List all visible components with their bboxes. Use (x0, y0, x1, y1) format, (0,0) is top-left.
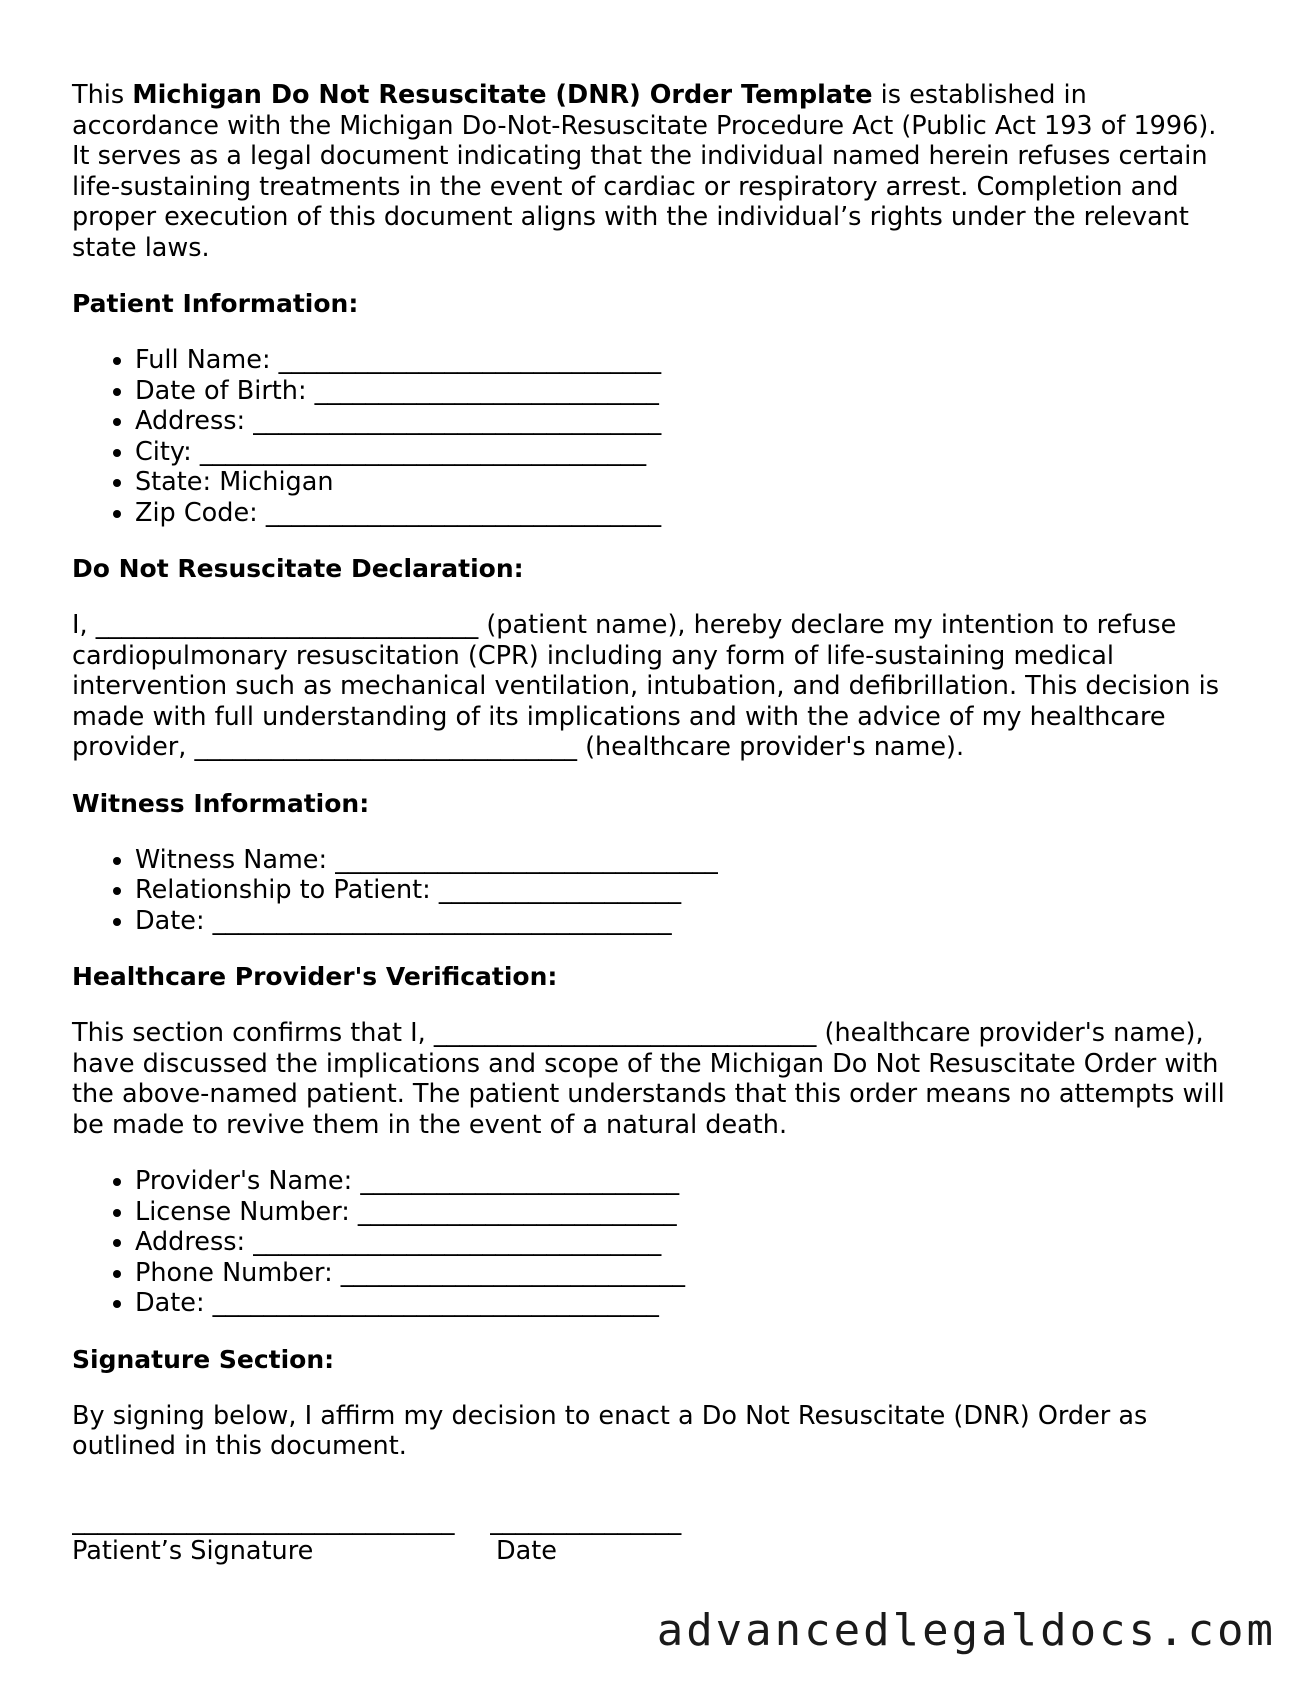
signature-date-line[interactable]: _______________ (490, 1505, 682, 1536)
provider-phone-number-field[interactable]: • Phone Number: ___________________________ (135, 1258, 1232, 1289)
document-body (72, 80, 1232, 1566)
signature-heading: Signature Section: (72, 1344, 335, 1374)
signature-row (72, 1506, 1232, 1567)
patient-date-of-birth-field[interactable]: • Date of Birth: ___________________________ (135, 376, 1232, 407)
patient-signature-label: Patient’s Signature (72, 1535, 314, 1566)
witness-info-list (72, 845, 1232, 937)
provider-name-field[interactable]: • Provider's Name: _________________________ (135, 1166, 1232, 1197)
verification-paragraph: This section confirms that I, ______________________________ (healthcare provider's name), have discussed the implications and scope of the Michigan Do Not Resuscitate Order with the above-named patient. The patient understands that this order means no attempts will be made to revive them in the event of a natural death. (72, 1018, 1225, 1140)
witness-name-field[interactable]: • Witness Name: ______________________________ (135, 845, 1232, 876)
declaration-heading: Do Not Resuscitate Declaration: (72, 554, 524, 583)
watermark-text: advancedlegaldocs.com (656, 1605, 1276, 1656)
signature-date-label: Date (496, 1535, 557, 1566)
patient-info-heading: Patient Information: (72, 289, 359, 318)
patient-signature-block (72, 1506, 482, 1567)
patient-info-list (72, 345, 1232, 528)
declaration-paragraph: I, ______________________________ (patient name), hereby declare my intention to refuse cardiopulmonary resuscitation (CPR) including any form of life-sustaining medical intervention such as mechanical ventilation, intubation, and defibrillation. This decision is made with full understanding of its implications and with the advice of my healthcare provider, ______________________________ (healthcare provider's name). (72, 610, 1219, 762)
witness-relationship-field[interactable]: • Relationship to Patient: ___________________ (135, 875, 1232, 906)
patient-signature-line[interactable]: ______________________________ (72, 1505, 455, 1536)
patient-address-field[interactable]: • Address: ________________________________ (135, 406, 1232, 437)
verification-heading: Healthcare Provider's Verification: (72, 962, 558, 991)
provider-address-field[interactable]: • Address: ________________________________ (135, 1227, 1232, 1258)
provider-date-field[interactable]: • Date: ___________________________________ (135, 1288, 1232, 1319)
patient-city-field[interactable]: • City: ___________________________________ (135, 437, 1232, 468)
provider-info-list (72, 1166, 1232, 1319)
intro-post: is established in accordance with the Michigan Do-Not-Resuscitate Procedure Act (Public Act 193 of 1996). It serves as a legal document indicating that the individual named herein refuses certain life-sustaining treatments in the event of cardiac or respiratory arrest. Completion and proper execution of this document aligns with the individual’s rights under the relevant state laws. (72, 80, 1217, 263)
patient-full-name-field[interactable]: • Full Name: ______________________________ (135, 345, 1232, 376)
witness-date-field[interactable]: • Date: ____________________________________ (135, 906, 1232, 937)
provider-license-number-field[interactable]: • License Number: _________________________ (135, 1197, 1232, 1228)
intro-document-title: Michigan Do Not Resuscitate (DNR) Order Template (132, 80, 873, 110)
patient-zip-code-field[interactable]: • Zip Code: _______________________________ (135, 498, 1232, 529)
signature-paragraph: By signing below, I affirm my decision to enact a Do Not Resuscitate (DNR) Order as outlined in this document. (72, 1400, 1148, 1461)
witness-heading: Witness Information: (72, 788, 370, 818)
intro-pre: This (72, 80, 133, 110)
patient-state-item: • State: Michigan (135, 467, 1232, 498)
signature-date-block (490, 1506, 700, 1567)
intro-paragraph (72, 80, 1232, 263)
